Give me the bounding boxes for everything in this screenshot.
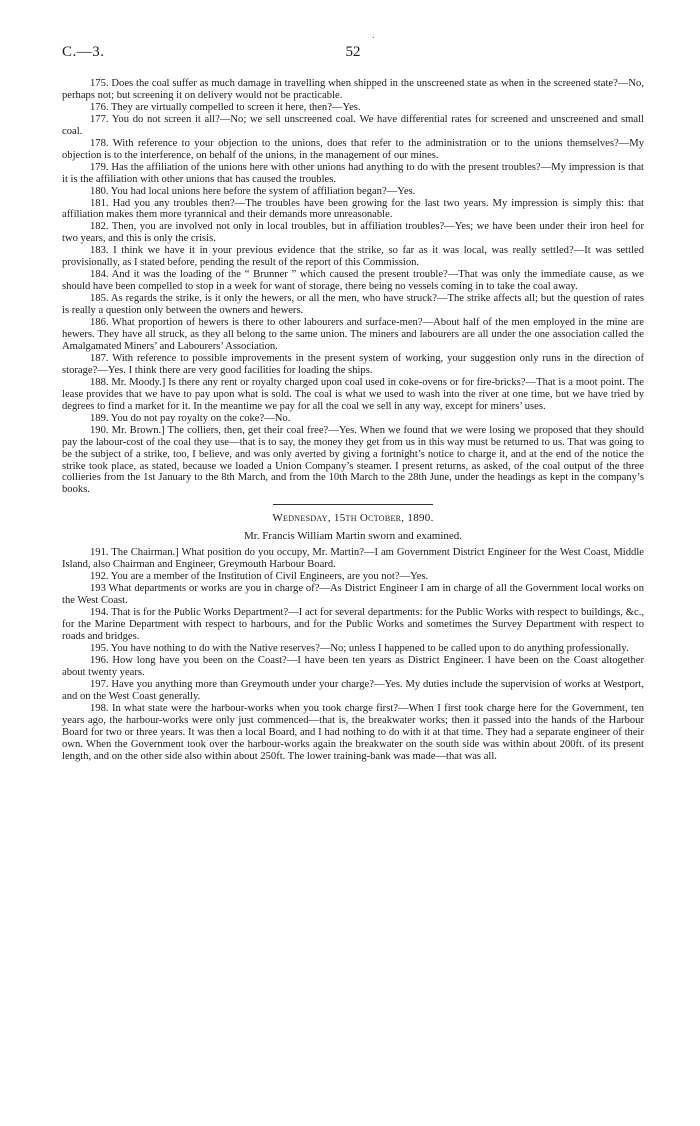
evidence-paragraph: 192. You are a member of the Institution of Civil Engineers, are you not?—Yes. (90, 571, 429, 583)
date-heading: Wednesday, 15th October, 1890. (272, 512, 434, 525)
evidence-paragraph: 185. As regards the strike, is it only the hewers, or all the men, who have struck?—The strike affects all; but the question of rates is really a question only between the owners and hewers. (62, 293, 644, 317)
evidence-paragraph: 189. You do not pay royalty on the coke?—No. (90, 412, 291, 424)
evidence-paragraph: 198. In what state were the harbour-works when you took charge first?—When I first took charge here for the Government, ten years ago, the harbour-works were only just commenced—that is, the breakwater works; then it passed into the hands of the Harbour Board for two or three years. It was then a local Board, and I had nothing to do with it at that time. They had a separate engineer of their own. When the Government took over the harbour-works again the breakwater on the south side was within about 200ft. of its present length, and on the other side also within about 250ft. The lower training-bank was made—that was all. (62, 702, 644, 762)
evidence-paragraph: 179. Has the affiliation of the unions here with other unions had anything to do with the present troubles?—My impression is that it is the affiliation with other unions that has caused the troubles. (62, 161, 644, 185)
evidence-paragraph: 197. Have you anything more than Greymouth under your charge?—Yes. My duties include the supervision of works at Westport, and on the West Coast generally. (62, 678, 644, 702)
evidence-section-1 (62, 78, 644, 496)
evidence-paragraph: 184. And it was the loading of the “ Brunner ” which caused the present trouble?—That was only the immediate cause, as we should have been compelled to stop in a week for want of storage, there being no vessels coming in to take the coal away. (62, 269, 644, 293)
evidence-paragraph: 186. What proportion of hewers is there to other labourers and surface-men?—About half of the men employed in the mine are hewers. They have all struck, as they all belong to the same union. The miners and labourers are all under the one association called the Amalgamated Miners’ and Labourers’ Association. (62, 317, 644, 352)
evidence-paragraph: 190. Mr. Brown.] The colliers, then, get their coal free?—Yes. When we found that we were losing we proposed that they should pay the labour-cost of the coal they use—that is to say, the money they get from us in this way must be returned to us. That was going to be the subject of a strike, too, I believe, and was only averted by giving a fortnight’s notice to charge it, and at the end of the notice the strike took place, as stated, because we loaded a Union Company’s steamer. I present returns, as asked, of the coal output of the three collieries from the 1st January to the 8th March, and from the 10th March to the 28th June, under the headings as kept in the company’s books. (62, 424, 644, 496)
evidence-paragraph: 194. That is for the Public Works Department?—I act for several departments: for the Public Works with respect to buildings, &c., for the Marine Department with respect to harbours, and for the Public Works and sometimes the Survey Department with respect to roads and bridges. (62, 607, 644, 643)
evidence-paragraph: 183. I think we have it in your previous evidence that the strike, so far as it was local, was really settled?—It was settled provisionally, as I stated before, pending the result of the report of this Commission. (62, 245, 644, 269)
evidence-paragraph: 191. The Chairman.] What position do you occupy, Mr. Martin?—I am Government District Engineer for the West Coast, Middle Island, also Chairman and Engineer, Greymouth Harbour Board. (62, 547, 644, 571)
document-reference: C.—3. (62, 44, 105, 60)
evidence-paragraph: 175. Does the coal suffer as much damage in travelling when shipped in the unscreened state as when in the screened state?—No, perhaps not; but screening it on delivery would not be practicable. (62, 78, 644, 101)
evidence-paragraph: 176. They are virtually compelled to screen it here, then?—Yes. (90, 101, 361, 113)
evidence-paragraph: 187. With reference to possible improvements in the present system of working, your suggestion only runs in the direction of storage?—Yes. I think there are very good facilities for loading the ships. (62, 352, 644, 376)
evidence-paragraph: 195. You have nothing to do with the Native reserves?—No; unless I happened to be called upon to do anything professionally. (90, 642, 629, 654)
witness-line: Mr. Francis William Martin sworn and examined. (243, 530, 463, 543)
page-header (62, 44, 644, 66)
evidence-paragraph: 193 What departments or works are you in charge of?—As District Engineer I am in charge of all the Government local works on the West Coast. (62, 583, 644, 607)
evidence-paragraph: 188. Mr. Moody.] Is there any rent or royalty charged upon coal used in coke-ovens or for fire-bricks?—That is a moot point. The lease provides that we have to pay upon what is sold. The coal is what we used to wash into the river at one time, but we have tried by degrees to find a market for it. In the meantime we pay for all the coal we sell in any way, except for miners’ uses. (62, 376, 644, 412)
evidence-section-2 (62, 547, 644, 762)
evidence-paragraph: 177. You do not screen it all?—No; we sell unscreened coal. We have differential rates for screened and unscreened and small coal. (62, 113, 644, 137)
evidence-paragraph: 182. Then, you are involved not only in local troubles, but in affiliation troubles?—Yes; we have been under their iron heel for two years, and this is only the crisis. (62, 221, 644, 245)
evidence-paragraph: 180. You had local unions here before the system of affiliation began?—Yes. (90, 185, 416, 197)
page-number: 52 (345, 44, 361, 60)
document-body (62, 78, 644, 763)
section-divider (273, 504, 433, 505)
evidence-paragraph: 181. Had you any troubles then?—The troubles have been growing for the last two years. My impression is simply this: that affiliation makes them more tyrannical and their demands more unreasonable. (62, 197, 644, 221)
page-mark: . (372, 30, 375, 41)
evidence-paragraph: 178. With reference to your objection to the unions, does that refer to the administration or to the unions themselves?—My objection is to the interference, on behalf of the unions, in the management of our mines. (62, 137, 644, 161)
evidence-paragraph: 196. How long have you been on the Coast?—I have been ten years as District Engineer. I have been on the Coast altogether about twenty years. (62, 654, 644, 678)
